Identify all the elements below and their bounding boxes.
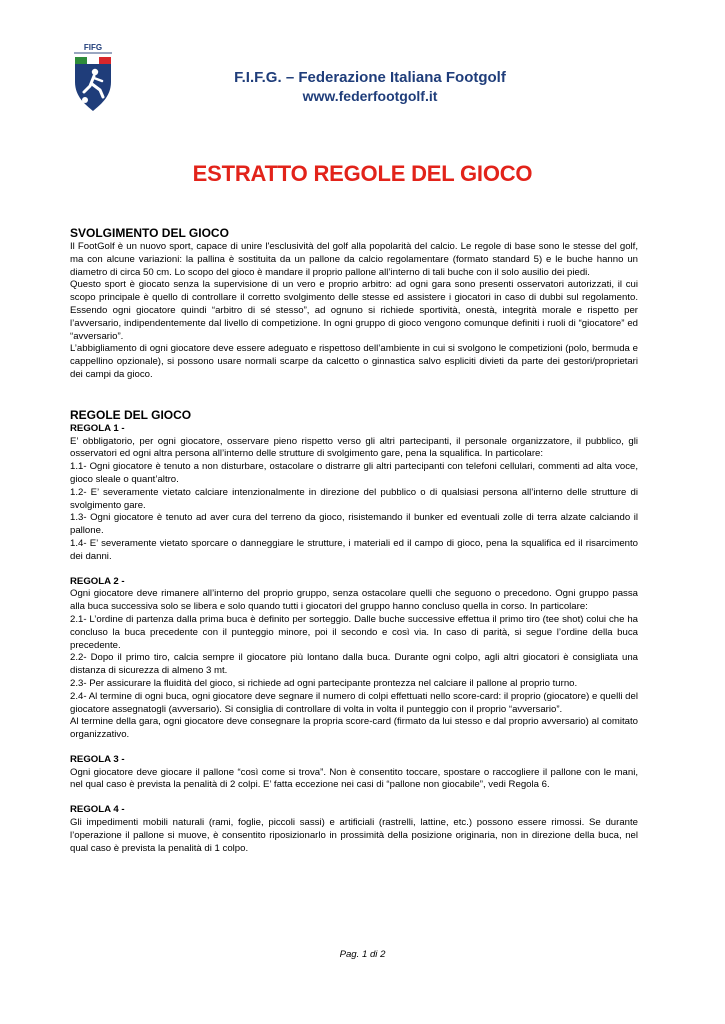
paragraph: E’ obbligatorio, per ogni giocatore, osservare pieno rispetto verso gli altri partecipanti, il personale organizzatore, il pubblico, gli osservatori ed ogni altra persona all’interno delle strutture di svolgimento gare, pena la squalifica. In particolare: bbox=[70, 435, 638, 460]
logo-text: FIFG bbox=[83, 43, 103, 52]
page-number: Pag. 1 di 2 bbox=[339, 949, 386, 960]
paragraph: 2.4- Al termine di ogni buca, ogni giocatore deve segnare il numero di colpi effettuati nello score-card: il proprio (giocatore) e quelli del giocatore assegnatogli (avversario). Si consiglia di controllare di volta in volta il punteggio con il proprio “avversario”. bbox=[70, 690, 638, 715]
page-header bbox=[205, 68, 535, 106]
organization-name: F.I.F.G. – Federazione Italiana Footgolf bbox=[234, 69, 506, 86]
paragraph: Il FootGolf è un nuovo sport, capace di unire l'esclusività del golf alla popolarità del calcio. Le regole di base sono le stesse del golf, ma con alcune variazioni: la pallina è sostituita da un pallone da calcio regolamentare (formato standard 5) e le buche hanno un diametro di circa 50 cm. Lo scopo del gioco è mandare il proprio pallone all’interno di tali buche con il solo ausilio dei piedi. bbox=[70, 241, 638, 278]
section-svolgimento bbox=[70, 226, 638, 382]
section-regole bbox=[70, 408, 638, 856]
paragraph: Gli impedimenti mobili naturali (rami, foglie, piccoli sassi) e artificiali (rastrelli, lattine, etc.) possono essere rimossi. Se durante l’operazione il pallone si muove, è consentito riposizionarlo in prossimità della posizione originaria, non in direzione della buca, nel qual caso è prevista la penalità di 1 colpo. bbox=[70, 817, 638, 854]
rule-3 bbox=[70, 754, 638, 792]
page-title: ESTRATTO REGOLE DEL GIOCO bbox=[192, 161, 533, 186]
paragraph: 2.2- Dopo il primo tiro, calcia sempre il giocatore più lontano dalla buca. Durante ogni colpo, agli altri giocatori è consigliata una distanza di sicurezza di almeno 3 mt. bbox=[70, 652, 638, 677]
paragraph: 2.1- L’ordine di partenza dalla prima buca è definito per sorteggio. Dalle buche successive effettua il primo tiro (tee shot) colui che ha concluso la buca precedente con il punteggio minore, poi il secondo e così via. In caso di parità, si segue l’ordine della buca precedente. bbox=[70, 613, 638, 651]
rule-label: REGOLA 1 - bbox=[70, 422, 125, 434]
paragraph: L’abbigliamento di ogni giocatore deve essere adeguato e rispettoso dell’ambiente in cui si svolgono le competizioni (polo, bermuda e cappellino opzionale), si possono usare normali scarpe da calcetto o ginnastica salvo espliciti divieti da parte dei gestori/proprietari dei campi da gioco. bbox=[70, 343, 638, 380]
paragraph: 1.2- E’ severamente vietato calciare intenzionalmente in direzione del pubblico o di qualsiasi persona all’interno delle strutture di svolgimento gare. bbox=[70, 486, 638, 511]
rule-label: REGOLA 3 - bbox=[70, 753, 125, 765]
paragraph: Questo sport è giocato senza la supervisione di un vero e proprio arbitro: ad ogni gara sono presenti osservatori autorizzati, il cui scopo principale è quello di controllare il corretto svolgimento delle stesse ed assistere i giocatori in caso di dubbi sul regolamento. Essendo ogni giocatore quindi “arbitro di sé stesso”, ad ognuno si richiede sportività, onestà, integrità morale e rispetto per l’avversario, indipendentemente dal livello di competizione. In ogni gruppo di gioco vengono comunque definiti i ruoli di “giocatore” ed “avversario”. bbox=[70, 279, 638, 342]
rule-label: REGOLA 2 - bbox=[70, 575, 125, 587]
rule-2 bbox=[70, 576, 638, 742]
rule-1 bbox=[70, 423, 638, 564]
section-heading: SVOLGIMENTO DEL GIOCO bbox=[70, 226, 229, 240]
paragraph: Ogni giocatore deve giocare il pallone “così come si trova”. Non è consentito toccare, spostare o raccogliere il pallone con le mani, nel qual caso è prevista la penalità di 2 colpi. E’ fatta eccezione nei casi di “pallone non giocabile”, vedi Regola 6. bbox=[70, 766, 638, 791]
paragraph: 1.1- Ogni giocatore è tenuto a non disturbare, ostacolare o distrarre gli altri partecipanti con telefoni cellulari, commenti ad alta voce, gioco sleale o quant’altro. bbox=[70, 461, 638, 485]
rule-4 bbox=[70, 804, 638, 855]
website-link[interactable]: www.federfootgolf.it bbox=[302, 88, 438, 104]
paragraph: 1.4- E’ severamente vietato sporcare o danneggiare le strutture, i materiali ed il campo di gioco, pena la squalifica ed il risarcimento dei danni. bbox=[70, 537, 638, 562]
section-heading: REGOLE DEL GIOCO bbox=[70, 407, 192, 422]
rule-label: REGOLA 4 - bbox=[70, 804, 125, 816]
paragraph: 2.3- Per assicurare la fluidità del gioco, si richiede ad ogni partecipante prontezza nel calciare il pallone al proprio turno. bbox=[70, 677, 578, 689]
paragraph: 1.3- Ogni giocatore è tenuto ad aver cura del terreno da gioco, risistemando il bunker ed eventuali zolle di terra alzate calciando il pallone. bbox=[70, 512, 638, 537]
paragraph: Al termine della gara, ogni giocatore deve consegnare la propria score-card (firmato da lui stesso e dal proprio avversario) al comitato organizzativo. bbox=[70, 716, 638, 741]
paragraph: Ogni giocatore deve rimanere all’interno del proprio gruppo, senza ostacolare quelli che seguono o precedono. Ogni gruppo passa alla buca successiva solo se libera e solo quando tutti i giocatori del gruppo hanno concluso quella in corso. In particolare: bbox=[70, 588, 638, 613]
document-body bbox=[70, 226, 638, 855]
fifg-logo bbox=[70, 42, 116, 114]
